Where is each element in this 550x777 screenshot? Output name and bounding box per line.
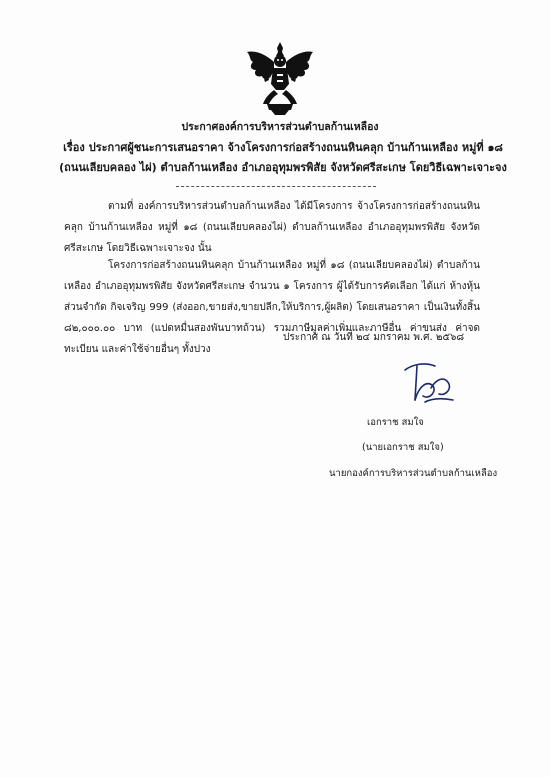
paragraph-2-text: โครงการก่อสร้างถนนหินคลุก บ้านก้านเหลือง หมู่ที่ ๑๘ (ถนนเลียบคลองไผ่) ตำบลก้านเหลือง อำเภออุทุมพรพิสัย จังหวัดศรีสะเกษ จำนวน ๑ โครงการ ผู้ได้รับการคัดเลือก ได้แก่ ห้างหุ้นส่วนจำกัด กิจเจริญ 999 (ส่งออก,ขายส่ง,ขายปลีก,ให้บริการ,ผู้ผลิต) โดยเสนอราคา เป็นเงินทั้งสิ้น ๘๒,๐๐๐.๐๐ บาท (แปดหมื่นสองพันบาทถ้วน) รวมภาษีมูลค่าเพิ่มและภาษีอื่น ค่าขนส่ง ค่าจดทะเบียน และค่าใช้จ่ายอื่นๆ ทั้งปวง — [64, 260, 480, 355]
subject-label: เรื่อง — [63, 141, 85, 154]
paragraph-1-text: ตามที่ องค์การบริหารส่วนตำบลก้านเหลือง ได้มีโครงการ จ้างโครงการก่อสร้างถนนหินคลุก บ้านก้านเหลือง หมู่ที่ ๑๘ (ถนนเลียบคลองไผ่) ตำบลก้านเหลือง อำเภออุทุมพรพิสัย จังหวัดศรีสะเกษ โดยวิธีเฉพาะเจาะจง นั้น — [64, 201, 480, 254]
organization-heading: ประกาศองค์การบริหารส่วนตำบลก้านเหลือง — [181, 121, 379, 133]
garuda-emblem-icon — [243, 40, 317, 116]
announcement-date: ประกาศ ณ วันที่ ๒๔ มกราคม พ.ศ. ๒๕๖๘ — [283, 332, 465, 343]
paragraph-1 — [64, 196, 480, 259]
signer-name: เอกราช สมใจ — [367, 417, 424, 428]
separator-line — [176, 186, 376, 187]
signer-position: นายกองค์การบริหารส่วนตำบลก้านเหลือง — [329, 468, 498, 479]
subject-heading — [48, 138, 518, 178]
handwritten-signature-icon — [395, 356, 459, 408]
signer-full-name: (นายเอกราช สมใจ) — [362, 442, 444, 453]
subject-text: ประกาศผู้ชนะการเสนอราคา จ้างโครงการก่อสร้างถนนหินคลุก บ้านก้านเหลือง หมู่ที่ ๑๘ (ถนนเลียบคลอง ไผ่) ตำบลก้านเหลือง อำเภออุทุมพรพิสัย จังหวัดศรีสะเกษ โดยวิธีเฉพาะเจาะจง — [59, 141, 507, 174]
